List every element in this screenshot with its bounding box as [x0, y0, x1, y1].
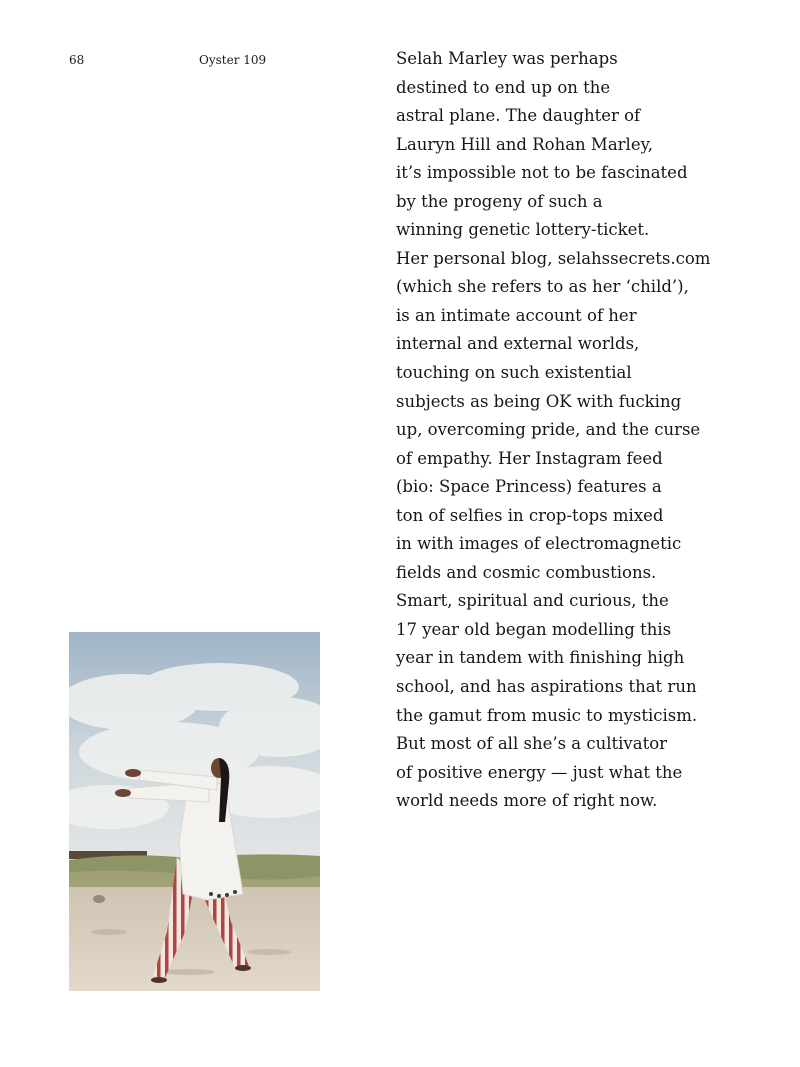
article-line: it’s impossible not to be fascinated [396, 163, 688, 183]
article-line: subjects as being OK with fucking [396, 391, 682, 411]
publication-title: Oyster 109 [199, 53, 267, 67]
article-line: ton of selfies in crop-tops mixed [396, 505, 664, 525]
article-line: in with images of electromagnetic [396, 534, 682, 554]
article-line: astral plane. The daughter of [396, 106, 641, 126]
article-line: of positive energy — just what the [396, 762, 683, 782]
article-body [396, 45, 766, 816]
article-line: up, overcoming pride, and the curse [396, 420, 701, 440]
article-line: Her personal blog, selahssecrets.com [396, 248, 711, 268]
article-line: of empathy. Her Instagram feed [396, 448, 663, 468]
article-line: school, and has aspirations that run [396, 677, 697, 697]
article-line: But most of all she’s a cultivator [396, 734, 668, 754]
article-line: 17 year old began modelling this [396, 619, 672, 639]
article-line: is an intimate account of her [396, 305, 637, 325]
article-line: by the progeny of such a [396, 191, 603, 211]
article-line: Lauryn Hill and Rohan Marley, [396, 134, 653, 154]
article-line: year in tandem with finishing high [396, 648, 685, 668]
article-line: the gamut from music to mysticism. [396, 705, 698, 725]
sand [69, 887, 320, 991]
article-line: winning genetic lottery-ticket. [396, 220, 650, 240]
beach-photo-illustration [69, 632, 320, 991]
article-line: (which she refers to as her ‘child’), [396, 277, 689, 297]
article-line: world needs more of right now. [396, 791, 658, 811]
article-line: internal and external worlds, [396, 334, 640, 354]
article-line: fields and cosmic combustions. [396, 562, 657, 582]
article-line: Smart, spiritual and curious, the [396, 591, 669, 611]
article-line: destined to end up on the [396, 77, 611, 97]
article-line: touching on such existential [396, 363, 632, 383]
article-photo [69, 632, 320, 991]
article-line: (bio: Space Princess) features a [396, 477, 662, 497]
article-line: Selah Marley was perhaps [396, 49, 618, 68]
page-number: 68 [69, 53, 85, 67]
